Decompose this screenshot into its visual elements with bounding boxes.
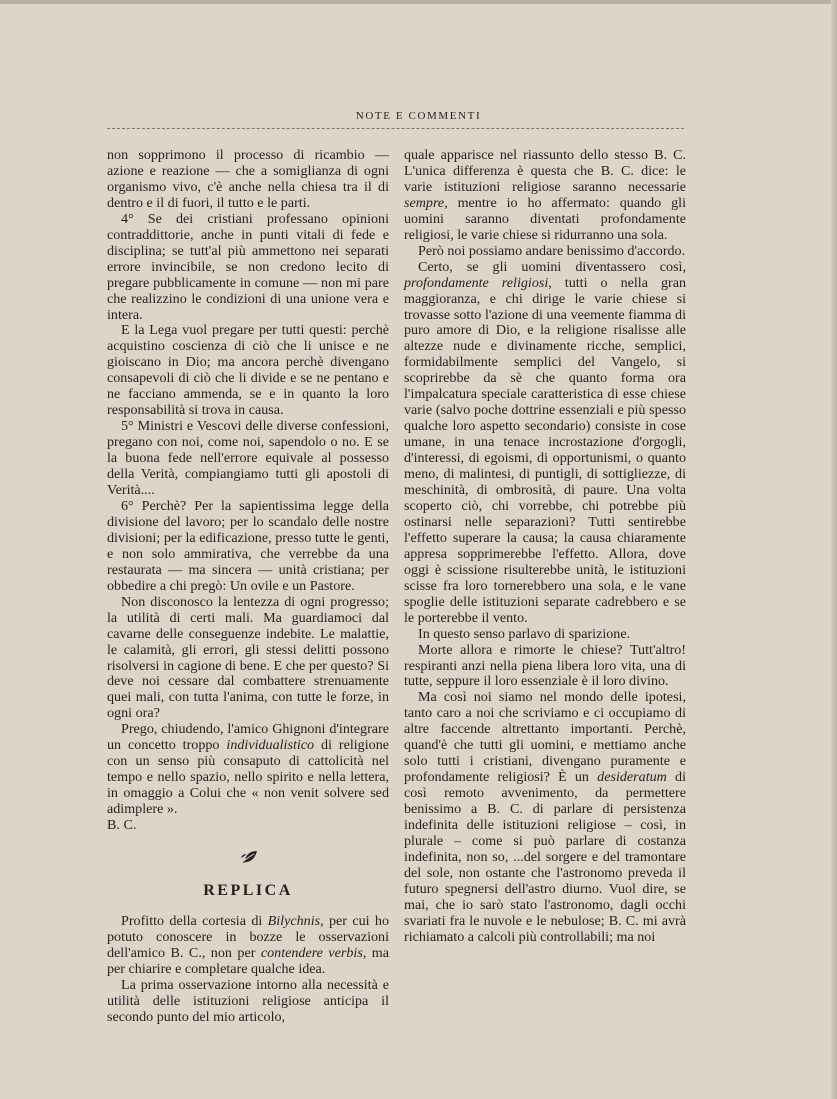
paragraph: Morte allora e rimorte le chiese? Tutt'altro! respiranti anzi nella piena libera loro vita, una di tutte, seppure il loro essenziale è il loro divino. [404, 641, 686, 690]
page-top-edge [0, 0, 837, 4]
text-run: quale apparisce nel riassunto dello stesso B. C. L'unica differenza è questa che B. C. dice: le varie istituzioni religiose saranno necessarie [404, 147, 686, 195]
italic-text: desideratum [597, 769, 667, 786]
text-run: Prego, chiudendo, l'amico Ghignoni d'integrare un concetto troppo [107, 721, 389, 754]
paragraph [404, 260, 686, 627]
paragraph [107, 722, 389, 818]
paragraph [404, 148, 686, 244]
text-run: di così remoto avvenimento, da permettere benissimo a B. C. di parlare di persistenza indefinita delle istituzioni religiose – così, in plurale – come si può parlare di costanza indefinita, non so, ...del sorgere e del tramontare del sole, non ostante che l'astronomo preveda il futuro spegnersi dell'astro diurno. Vuol dire, se mai, che io sarò stato l'astronomo, dagli occhi svariati fra le nuvole e le nebulose; B. C. mi avrà richiamato a calcoli più controllabili; ma noi [404, 769, 686, 945]
running-head: NOTE E COMMENTI [355, 110, 482, 122]
header-rule [107, 128, 684, 129]
page-right-edge [831, 0, 837, 1099]
paragraph: La prima osservazione intorno alla necessità e utilità delle istituzioni religiose anticipa il secondo punto del mio articolo, [107, 976, 389, 1025]
text-run: Certo, se gli uomini diventassero così, [418, 258, 686, 275]
fleuron-leaf-icon [237, 849, 259, 867]
signature: B. C. [107, 817, 137, 834]
paragraph: Non disconosco la lentezza di ogni progresso; la utilità di certi mali. Ma guardiamoci dal cavarne delle conseguenze indebite. Le malattie, le calamità, gli errori, gli stessi delitti possono risolversi in cagione di bene. E che per questo? Si deve noi cessare dal combattere strenuamente quei mali, con tutta l'anima, con tutte le forze, in ogni ora? [107, 593, 389, 722]
right-column [404, 148, 686, 946]
paragraph: 4° Se dei cristiani professano opinioni contraddittorie, anche in punti vitali di fede e disciplina; se tutt'al più ammettono nei separati errore invincibile, se non credono lecito di pregare pubblicamente in comune — non mi pare che realizzino le condizioni di una unione vera e intera. [107, 210, 389, 323]
paragraph: non sopprimono il processo di ricambio — azione e reazione — che a somiglianza di ogni organismo vivo, c'è anche nella chiesa tra il di dentro e il di fuori, il tutto e le parti. [107, 147, 389, 211]
left-column [107, 148, 389, 1026]
italic-text: sempre [404, 194, 445, 211]
text-run: , mentre io ho affermato: quando gli uomini saranno diventati profondamente religiosi, le varie chiese si ridurranno una sola. [404, 194, 686, 243]
paragraph: E la Lega vuol pregare per tutti questi: perchè acquistino coscienza di ciò che li unisce e ne gioiscano in Dio; ma ancora perchè divengano consapevoli di ciò che li divide e se ne pentano e ne facciano ammenda, se e in quanto la loro responsabilità si trova in causa. [107, 322, 389, 419]
italic-text: Bilychnis [267, 912, 321, 929]
paragraph: In questo senso parlavo di sparizione. [418, 625, 631, 642]
text-run: , per cui ho potuto conoscere in bozze le osservazioni dell'amico B. C., non per [107, 912, 389, 961]
italic-text: contendere verbis [260, 944, 363, 961]
text-run: di religione con un senso più consaputo di cattolicità nel tempo e nello spazio, nello spirito e nella lettera, in omaggio a Colui che « non venit solvere sed adimplere ». [107, 737, 389, 818]
text-run: , tutti o nella gran maggioranza, e chi dirige le varie chiese si trovasse sotto l'azione di una veemente fiamma di puro amore di Dio, e la religione risalisse alle altezze nude e divinamente ricche, semplici, formidabilmente semplici del Vangelo, si scoprirebbe da sè che quanto forma ora l'impalcatura speciale caratteristica di esse chiese varie (salvo poche dottrine essenziali e più spesso qualche loro aspetto secondario) consiste in cose umane, in una tenace incrostazione d'orgogli, d'interessi, di egoismi, di opportunismi, o quanto meno, di malintesi, di puntigli, di sottigliezze, di meschinità, di ombrosità, di paure. Una volta scoperto ciò, chi vorrebbe, chi potrebbe più ostinarsi nelle separazioni? Tutti sentirebbe l'effetto superare la causa; la causa chiaramente appresa sopprimerebbe l'effetto. Allora, dove oggi è scissione risulterebbe unità, le istituzioni scisse fra loro tornerebbero una sola, e le vane spoglie delle istituzioni separate cadrebbero e se le porterebbe il vento. [404, 274, 686, 626]
text-run: Ma così noi siamo nel mondo delle ipotesi, tanto caro a noi che scriviamo e ci occupiamo di altre faccende altrettanto importanti. Perchè, quand'è che tutti gli uomini, e mettiamo anche solo tutti i cristiani, divengano puramente e profondamente religiosi? È un [404, 689, 686, 786]
italic-text: profondamente religiosi [404, 274, 549, 291]
paragraph: 5° Ministri e Vescovi delle diverse confessioni, pregano con noi, come noi, sapendolo o no. E se la buona fede nell'errore equivale al possesso della Verità, compiangiamo tutti gli apostoli di Verità.... [107, 418, 389, 499]
italic-text: individualistico [226, 737, 315, 754]
paragraph [107, 914, 389, 978]
text-run: , ma per chiarire e completare qualche idea. [107, 944, 390, 977]
paragraph: Però noi possiamo andare benissimo d'accordo. [418, 242, 686, 259]
paragraph [404, 690, 686, 945]
section-heading: REPLICA [203, 881, 293, 899]
fleuron-leaf-icon [107, 849, 389, 871]
text-run: Profitto della cortesia di [121, 912, 268, 929]
paragraph: 6° Perchè? Per la sapientissima legge della divisione del lavoro; per lo scandalo delle nostre divisioni; per la edificazione, presso tutte le genti, e non solo ammirativa, che verrebbe da una restaurata — ma sincera — unità cristiana; per obbedire a chi pregò: Un ovile e un Pastore. [107, 497, 389, 594]
